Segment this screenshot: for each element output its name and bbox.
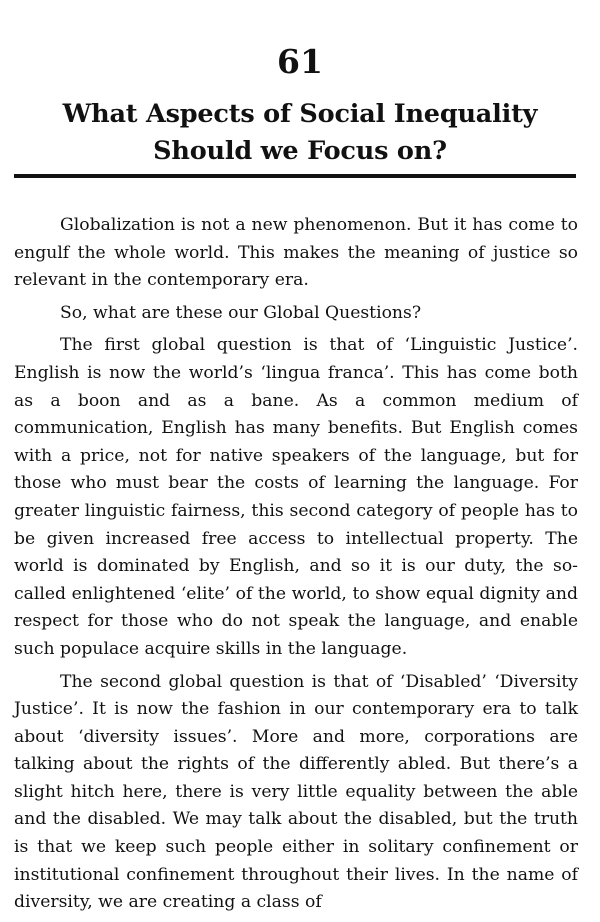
paragraph-globalization: Globalization is not a new phenomenon. But it has come to engulf the whole world. This makes the meaning of justice so relevant in the contemporary era. — [14, 215, 578, 291]
chapter-body — [14, 212, 578, 922]
paragraph-linguistic-justice: The first global question is that of ‘Linguistic Justice’. English is now the world’s ‘lingua franca’. This has come both as a boon and as a bane. As a common medium of communication, English has many benefits. But English comes with a price, not for native speakers of the language, but for those who must bear the costs of learning the language. For greater linguistic fairness, this second category of people has to be given increased free access to intellectual property. The world is dominated by English, and so it is our duty, the so-called enlightened ‘elite’ of the world, to show equal dignity and respect for those who do not speak the language, and enable such populace acquire skills in the language. — [14, 335, 578, 659]
chapter-title-line-1: What Aspects of Social Inequality — [62, 99, 538, 129]
chapter-title-line-2: Should we Focus on? — [153, 136, 447, 166]
chapter-title — [40, 96, 560, 170]
paragraph-diversity-justice: The second global question is that of ‘Disabled’ ‘Diversity Justice’. It is now the fashion in our contemporary era to talk about ‘diversity issues’. More and more, corporations are talking about the rights of the differently abled. But there’s a slight hitch here, there is very little equality between the able and the disabled. We may talk about the disabled, but the truth is that we keep such people either in solitary confinement or institutional confinement throughout their lives. In the name of diversity, we are creating a class of — [14, 671, 578, 913]
chapter-number: 61 — [277, 42, 323, 81]
paragraph-global-questions: So, what are these our Global Questions? — [60, 302, 422, 323]
title-divider — [14, 174, 576, 178]
